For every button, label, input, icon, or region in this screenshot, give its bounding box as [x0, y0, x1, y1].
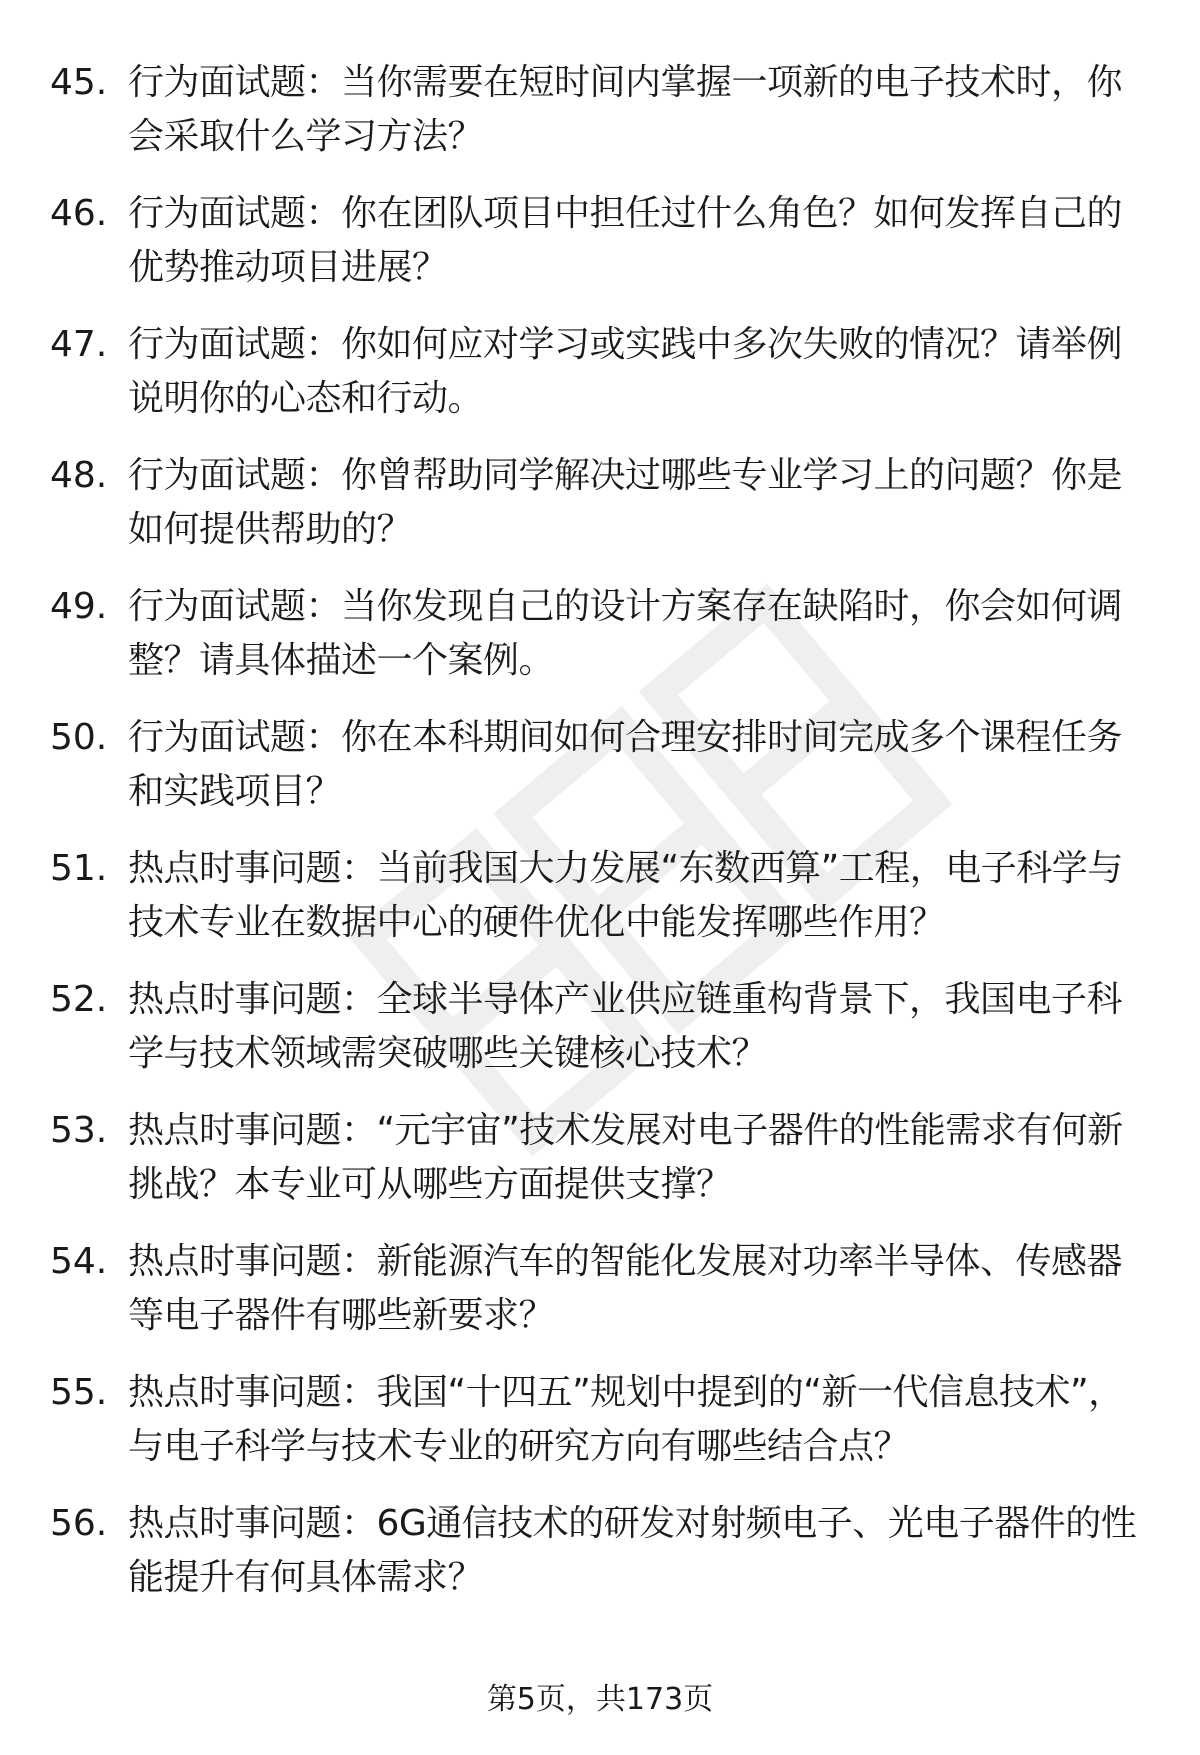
- question-number: 51.: [50, 848, 108, 889]
- question-number: 52.: [50, 979, 108, 1020]
- question-item: [0, 1497, 1200, 1628]
- question-text: 行为面试题：你如何应对学习或实践中多次失败的情况？请举例说明你的心态和行动。: [128, 324, 1123, 419]
- question-item: [0, 1104, 1200, 1235]
- question-item: [0, 973, 1200, 1104]
- question-number: 50.: [50, 717, 108, 758]
- question-number: 48.: [50, 455, 108, 496]
- question-number: 47.: [50, 324, 108, 365]
- question-number: 55.: [50, 1372, 108, 1413]
- question-text: 行为面试题：当你需要在短时间内掌握一项新的电子技术时，你会采取什么学习方法？: [128, 62, 1123, 157]
- question-number: 46.: [50, 193, 108, 234]
- question-item: [0, 56, 1200, 187]
- question-text: 行为面试题：你在团队项目中担任过什么角色？如何发挥自己的优势推动项目进展？: [128, 193, 1123, 288]
- question-number: 56.: [50, 1503, 108, 1544]
- question-item: [0, 1235, 1200, 1366]
- question-text: 热点时事问题：全球半导体产业供应链重构背景下，我国电子科学与技术领域需突破哪些关键核心技术？: [128, 979, 1123, 1074]
- question-text: 热点时事问题：6G通信技术的研发对射频电子、光电子器件的性能提升有何具体需求？: [128, 1503, 1137, 1598]
- question-text: 热点时事问题：我国“十四五”规划中提到的“新一代信息技术”，与电子科学与技术专业的研究方向有哪些结合点？: [128, 1372, 1124, 1467]
- question-item: [0, 187, 1200, 318]
- question-text: 行为面试题：你在本科期间如何合理安排时间完成多个课程任务和实践项目？: [128, 717, 1123, 812]
- question-number: 49.: [50, 586, 108, 627]
- question-item: [0, 842, 1200, 973]
- page-indicator: 第5页，共173页: [486, 1682, 714, 1717]
- question-number: 45.: [50, 62, 108, 103]
- question-text: 热点时事问题：当前我国大力发展“东数西算”工程，电子科学与技术专业在数据中心的硬件优化中能发挥哪些作用？: [128, 848, 1123, 943]
- question-number: 54.: [50, 1241, 108, 1282]
- question-text: 热点时事问题：新能源汽车的智能化发展对功率半导体、传感器等电子器件有哪些新要求？: [128, 1241, 1123, 1336]
- question-item: [0, 711, 1200, 842]
- question-text: 行为面试题：你曾帮助同学解决过哪些专业学习上的问题？你是如何提供帮助的？: [128, 455, 1123, 550]
- question-text: 热点时事问题：“元宇宙”技术发展对电子器件的性能需求有何新挑战？本专业可从哪些方面提供支撑？: [128, 1110, 1123, 1205]
- question-item: [0, 1366, 1200, 1497]
- page-footer: [0, 1680, 1200, 1720]
- question-item: [0, 580, 1200, 711]
- question-item: [0, 318, 1200, 449]
- question-list: [0, 56, 1200, 1628]
- question-item: [0, 449, 1200, 580]
- question-text: 行为面试题：当你发现自己的设计方案存在缺陷时，你会如何调整？请具体描述一个案例。: [128, 586, 1123, 681]
- question-number: 53.: [50, 1110, 108, 1151]
